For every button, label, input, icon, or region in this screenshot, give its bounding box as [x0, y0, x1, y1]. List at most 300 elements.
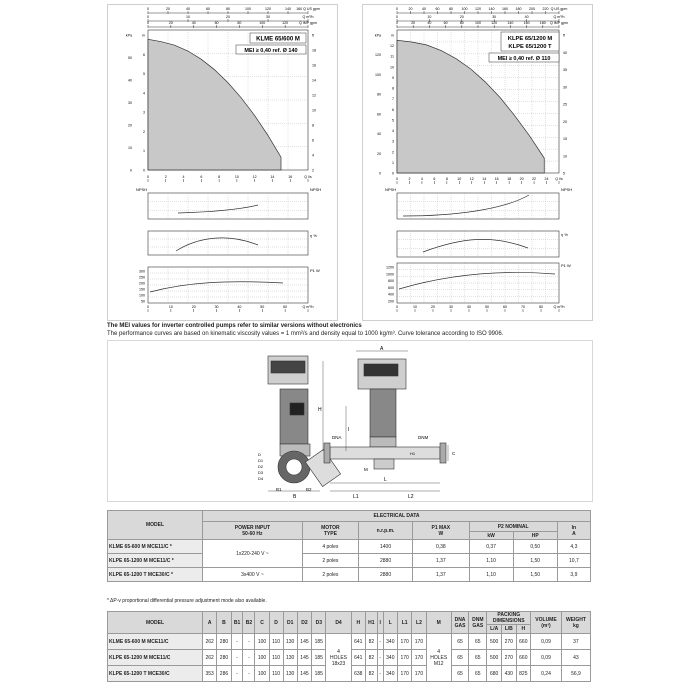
- col-power-input: POWER INPUT 50-60 Hz: [203, 522, 303, 540]
- left-usgpm-label: 120: [265, 7, 271, 11]
- dim-cell-dna: 65: [451, 666, 468, 682]
- electrical-footnote: * ΔP-v proportional differential pressure adjustment mode also available.: [107, 598, 267, 604]
- dim-row-model: KLME 65-600 M MCE11/C: [108, 634, 203, 650]
- table-row: [108, 568, 591, 582]
- dim-cell-d1: 130: [283, 634, 297, 650]
- left-ft-label: 12: [312, 93, 316, 98]
- col-model: MODEL: [108, 511, 203, 540]
- dim-cell-volume: 0,09: [531, 634, 562, 650]
- dim-cell-ph: 660: [516, 650, 531, 666]
- left-eff-grid: [148, 231, 308, 255]
- row-in: 4,3: [557, 540, 590, 554]
- left-m3h-label: 10: [186, 15, 190, 19]
- right-ls-label: 22: [532, 177, 537, 181]
- left-npsh-curve: [178, 205, 258, 213]
- dim-cell-m-shared: 4 HOLES M12: [426, 634, 451, 682]
- right-npsh-grid: [397, 193, 559, 219]
- right-usgpm-label: 160: [502, 7, 508, 11]
- dim-label-b2: B2: [306, 487, 312, 492]
- right-kpa-label: 0: [379, 171, 381, 176]
- right-usgpm-label: 80: [449, 7, 453, 11]
- left-imp-label: 80: [237, 21, 242, 25]
- left-imp-label: 60: [214, 21, 219, 25]
- dcol-lb: L/B: [501, 625, 516, 634]
- right-ft-label: 15: [563, 137, 567, 141]
- left-model-label: KLME 65/600 M: [256, 36, 300, 43]
- right-bottom-label: 10: [413, 305, 417, 309]
- right-ft-label: 40: [563, 50, 567, 55]
- electrical-data-table: [107, 510, 591, 582]
- left-m3h-label: 20: [226, 15, 230, 19]
- left-usgpm-label: 60: [206, 7, 210, 11]
- right-npsh-curve: [403, 195, 529, 216]
- right-power-tick: 800: [388, 279, 394, 284]
- electrical-title: ELECTRICAL DATA: [203, 511, 591, 522]
- left-power-label: P1 W: [310, 268, 320, 273]
- mei-note: The MEI values for inverter controlled pumps refer to similar versions without electronics: [107, 323, 362, 329]
- dim-label-i: I: [348, 427, 350, 433]
- dim-cell-d2: 145: [297, 634, 311, 650]
- dim-cell-d3: 185: [312, 666, 326, 682]
- left-bottom-label: 50: [260, 305, 265, 309]
- dcol-h: H: [351, 612, 365, 634]
- left-npsh-right-label: NPSH: [310, 187, 322, 192]
- right-imp-label: 140: [507, 21, 514, 25]
- dim-label-d3: D3: [258, 470, 264, 475]
- dim-cell-ph: 825: [516, 666, 531, 682]
- right-ls-label: 24: [544, 177, 549, 181]
- left-m3h-label: 30: [266, 15, 270, 19]
- row-p1: 0,38: [413, 540, 469, 554]
- dim-cell-d4-shared: 4 HOLES 18x23: [326, 634, 351, 682]
- dcol-d: D: [269, 612, 283, 634]
- right-bottom-label: 70: [521, 305, 525, 309]
- row-p1: 1,37: [413, 568, 469, 582]
- left-m3h-label: Q m³/h: [302, 15, 314, 19]
- dcol-packing: PACKING DIMENSIONS: [487, 612, 531, 625]
- row-model: KLPE 65-1200 M MCE11/C *: [108, 554, 203, 568]
- right-ft-label: 25: [563, 102, 567, 107]
- right-usgpm-label: 140: [488, 7, 495, 11]
- right-kpa-label: 20: [377, 151, 381, 156]
- dim-cell-d: 110: [269, 666, 283, 682]
- left-npsh-left-label: NPSH: [136, 187, 148, 192]
- left-performance-chart: [108, 5, 337, 320]
- right-bottom-label: 60: [503, 305, 507, 309]
- right-power-tick: 400: [388, 292, 394, 297]
- right-ls-label: 4: [420, 177, 423, 181]
- dim-cell-lb: 270: [501, 634, 516, 650]
- dim-cell-a: 262: [203, 634, 217, 650]
- right-imp-label: 180: [539, 21, 546, 25]
- dim-cell-dna: 65: [451, 650, 468, 666]
- right-model-label-1: KLPE 65/1200 M: [507, 36, 553, 42]
- left-imp-label: 120: [282, 21, 289, 25]
- dim-cell-b2: -: [243, 634, 255, 650]
- left-npsh-grid: [148, 193, 308, 219]
- left-kpa-label: 30: [128, 101, 132, 105]
- row-power: 3x400 V ~: [203, 568, 303, 582]
- left-ft-label: 16: [312, 63, 316, 68]
- left-ft-label: 2: [312, 168, 314, 173]
- dim-cell-h1: 82: [365, 666, 377, 682]
- dim-cell-b: 286: [217, 666, 231, 682]
- left-imp-label: 40: [191, 21, 196, 25]
- left-bottom-label: 20: [191, 305, 196, 309]
- right-usgpm-label: Q US gpm: [550, 7, 568, 11]
- right-usgpm-label: 40: [422, 7, 426, 11]
- dim-cell-l1: 170: [397, 634, 411, 650]
- right-usgpm-label: 220: [542, 7, 549, 11]
- right-npsh-left-label: NPSH: [385, 187, 397, 192]
- right-kpa-label: 80: [377, 92, 381, 97]
- left-m-label: 6: [143, 52, 145, 57]
- right-m-label: 5: [392, 118, 394, 123]
- right-imp-label: 120: [491, 21, 498, 25]
- right-m-label: 8: [392, 86, 394, 91]
- dim-cell-b2: -: [243, 666, 255, 682]
- left-ft-label: 18: [312, 48, 316, 53]
- row-rpm: 2880: [358, 554, 412, 568]
- dim-cell-i: -: [377, 666, 383, 682]
- right-ls-label: 16: [494, 177, 499, 181]
- dcol-a: A: [203, 612, 217, 634]
- dim-cell-b2: -: [243, 650, 255, 666]
- left-imp-label: 100: [259, 21, 266, 25]
- dcol-d3: D3: [312, 612, 326, 634]
- left-ft-label: 10: [312, 108, 316, 113]
- right-ft-label: ft: [563, 33, 565, 38]
- right-m-label: m: [391, 33, 394, 38]
- col-rpm: n.r.p.m.: [358, 522, 412, 540]
- right-npsh-right-label: NPSH: [561, 187, 573, 192]
- dim-cell-b: 280: [217, 650, 231, 666]
- left-ls-label: 0: [147, 175, 149, 179]
- row-in: 10,7: [557, 554, 590, 568]
- dcol-dnm: DNM GAS: [469, 612, 487, 634]
- dim-cell-l1: 170: [397, 666, 411, 682]
- dim-cell-volume: 0,09: [531, 650, 562, 666]
- right-m3h-label: 30: [492, 15, 497, 19]
- dim-cell-volume: 0,24: [531, 666, 562, 682]
- dcol-model: MODEL: [108, 612, 203, 634]
- right-m-label: 1: [392, 160, 394, 165]
- dim-cell-l2: 170: [412, 650, 426, 666]
- left-m-label: 0: [143, 168, 145, 173]
- row-in: 3,9: [557, 568, 590, 582]
- dim-cell-lb: 270: [501, 650, 516, 666]
- dim-cell-dna: 65: [451, 634, 468, 650]
- dim-label-h: H: [318, 407, 322, 413]
- left-ls-label: 2: [164, 175, 167, 179]
- col-kw: kW: [469, 532, 513, 540]
- dim-cell-d2: 145: [297, 666, 311, 682]
- dim-cell-i: -: [377, 634, 383, 650]
- dim-cell-la: 500: [487, 650, 502, 666]
- right-imp-label: Q IMP gpm: [549, 21, 569, 25]
- right-ft-label: 10: [563, 154, 567, 159]
- right-m3h-label: 0: [396, 15, 398, 19]
- left-efficiency-curve: [176, 238, 258, 251]
- left-ls-label: 6: [200, 175, 203, 179]
- table-row: [108, 634, 591, 650]
- left-power-tick: 50: [141, 299, 145, 304]
- right-imp-label: 160: [523, 21, 530, 25]
- right-kpa-label: 120: [375, 53, 381, 58]
- right-kpa-label: kPa: [374, 33, 381, 38]
- left-power-tick: 250: [139, 275, 145, 280]
- right-ls-label: 20: [519, 177, 524, 181]
- dim-cell-dnm: 65: [469, 666, 487, 682]
- left-m-label: m: [142, 33, 145, 38]
- right-ls-label: 2: [408, 177, 411, 181]
- right-m3h-label: 40: [524, 15, 529, 19]
- left-bottom-label: Q m³/h: [302, 305, 314, 309]
- pump-front-view: [268, 356, 341, 487]
- dcol-b1: B1: [231, 612, 243, 634]
- right-bottom-label: 20: [431, 305, 435, 309]
- table-row: [108, 540, 591, 554]
- dim-cell-d: 110: [269, 634, 283, 650]
- dim-cell-d2: 145: [297, 650, 311, 666]
- dim-cell-a: 353: [203, 666, 217, 682]
- dim-cell-c: 100: [255, 650, 269, 666]
- dim-cell-d3: 185: [312, 634, 326, 650]
- left-mei-label: MEI ≥ 0,40 ref. Ø 140: [244, 48, 298, 54]
- dim-row-model: KLPE 65-1200 T MCE30/C: [108, 666, 203, 682]
- dim-row-model: KLPE 65-1200 M MCE11/C: [108, 650, 203, 666]
- right-m-label: 6: [392, 107, 394, 112]
- row-rpm: 2880: [358, 568, 412, 582]
- right-m-label: 11: [390, 54, 394, 59]
- right-power-label: P1 W: [561, 263, 571, 268]
- right-imp-label: 100: [475, 21, 481, 25]
- right-chart-panel: [362, 4, 593, 321]
- right-power-tick: 1000: [386, 272, 394, 277]
- right-efficiency-curve: [423, 239, 528, 252]
- right-m3h-label: Q m³/h: [553, 15, 565, 19]
- dcol-m: M: [426, 612, 451, 634]
- left-power-tick: 200: [139, 281, 145, 286]
- left-ls-label: 14: [270, 175, 275, 179]
- right-ls-label: 8: [445, 177, 448, 181]
- dcol-l1: L1: [397, 612, 411, 634]
- right-imp-label: 0: [396, 21, 398, 25]
- right-m-label: 7: [392, 97, 394, 102]
- dim-cell-l2: 170: [412, 634, 426, 650]
- right-m3h-label: 10: [427, 15, 432, 19]
- left-ls-label: 8: [218, 175, 221, 179]
- left-ft-label: 8: [312, 123, 314, 128]
- right-usgpm-label: 0: [396, 7, 398, 11]
- right-usgpm-label: 200: [529, 7, 535, 11]
- dim-cell-d: 110: [269, 650, 283, 666]
- dcol-weight: WEIGHT kg: [561, 612, 590, 634]
- right-ft-label: 30: [563, 85, 567, 90]
- right-ls-label: 14: [482, 177, 487, 181]
- dim-cell-h: 638: [351, 666, 365, 682]
- dcol-ph: H: [516, 625, 531, 634]
- left-usgpm-label: 100: [245, 7, 251, 11]
- row-hp: 1,50: [513, 554, 557, 568]
- dcol-h1: H1: [365, 612, 377, 634]
- curve-note: The performance curves are based on kinematic viscosity values = 1 mm²/s and density equal to 1000 kg/m³. Curve tolerance according to ISO 9906.: [107, 331, 504, 337]
- dcol-l: L: [383, 612, 397, 634]
- dim-cell-c: 100: [255, 666, 269, 682]
- left-kpa-label: 40: [128, 78, 132, 83]
- dim-cell-dnm: 65: [469, 650, 487, 666]
- dcol-d1: D1: [283, 612, 297, 634]
- left-usgpm-label: 80: [226, 7, 230, 11]
- left-ft-label: 14: [312, 78, 316, 83]
- dim-label-dna: DNA: [332, 435, 342, 440]
- dim-cell-d1: 130: [283, 650, 297, 666]
- left-m-label: 5: [143, 72, 145, 77]
- right-ft-label: 5: [563, 171, 565, 176]
- dim-label-b1: B1: [276, 487, 282, 492]
- dim-cell-l: 340: [383, 634, 397, 650]
- row-motor: 2 poles: [302, 554, 358, 568]
- right-bottom-label: 50: [485, 305, 489, 309]
- left-usgpm-label: 0: [147, 7, 149, 11]
- left-imp-label: Q IMP gpm: [298, 21, 318, 25]
- dim-cell-d3: 185: [312, 650, 326, 666]
- technical-drawing-panel: [107, 340, 593, 502]
- right-ft-label: 20: [563, 119, 567, 124]
- right-ft-label: 35: [563, 68, 567, 72]
- left-bottom-label: 30: [214, 305, 219, 309]
- dim-cell-lb: 430: [501, 666, 516, 682]
- row-model: KLME 65-600 M MCE11/C *: [108, 540, 203, 554]
- dim-label-a: A: [380, 346, 384, 352]
- col-motor-type: MOTOR TYPE: [302, 522, 358, 540]
- dim-cell-h1: 82: [365, 634, 377, 650]
- left-usgpm-label: 140: [285, 7, 291, 11]
- row-motor: 2 poles: [302, 568, 358, 582]
- right-m-label: 10: [390, 65, 394, 70]
- right-bottom-label: 30: [449, 305, 453, 309]
- dim-label-d1: D1: [258, 458, 264, 463]
- dcol-c: C: [255, 612, 269, 634]
- left-power-curve: [150, 282, 283, 292]
- right-m-label: 2: [392, 150, 394, 155]
- row-kw: 0,37: [469, 540, 513, 554]
- right-imp-label: 80: [459, 21, 464, 25]
- dim-cell-ph: 660: [516, 634, 531, 650]
- right-kpa-label: 60: [377, 112, 381, 117]
- row-model: KLPE 65-1200 T MCE30/C *: [108, 568, 203, 582]
- dim-cell-a: 262: [203, 650, 217, 666]
- dim-label-m: M: [364, 467, 368, 472]
- dim-label-dnm: DNM: [418, 435, 429, 440]
- left-usgpm-label: 20: [166, 7, 170, 11]
- left-chart-panel: [107, 4, 338, 321]
- left-power-tick: 150: [139, 287, 145, 292]
- dim-cell-i: -: [377, 650, 383, 666]
- right-imp-label: 20: [411, 21, 416, 25]
- dcol-l2: L2: [412, 612, 426, 634]
- col-p1max: P1 MAX W: [413, 522, 469, 540]
- pump-side-view: [324, 359, 446, 469]
- dim-cell-l1: 170: [397, 650, 411, 666]
- right-x-axis-ls: [396, 177, 563, 184]
- left-bottom-label: 60: [283, 305, 288, 309]
- dim-label-c: C: [452, 451, 456, 456]
- dim-cell-c: 100: [255, 634, 269, 650]
- left-m-label: 3: [143, 110, 145, 115]
- row-kw: 1,10: [469, 554, 513, 568]
- left-power-ticks: [139, 270, 145, 304]
- dim-cell-weight: 56,9: [561, 666, 590, 682]
- right-ls-label: 18: [507, 177, 512, 181]
- left-m-label: 4: [143, 91, 145, 96]
- notes-block: [107, 322, 597, 338]
- left-bottom-label: 10: [168, 305, 173, 309]
- left-imp-label: 0: [147, 21, 149, 25]
- left-m-label: 1: [143, 149, 145, 154]
- dcol-i: I: [377, 612, 383, 634]
- left-m-label: 2: [143, 129, 145, 134]
- right-power-tick: 1200: [386, 265, 394, 270]
- right-imp-label: 60: [443, 21, 448, 25]
- left-ft-label: ft: [312, 33, 314, 38]
- right-usgpm-label: 180: [515, 7, 522, 11]
- right-m-label: 4: [392, 129, 394, 134]
- left-bottom-axis: [147, 305, 313, 312]
- dim-cell-b1: -: [231, 666, 243, 682]
- right-eff-label: η %: [561, 232, 568, 237]
- left-kpa-label: 50: [128, 56, 132, 60]
- left-kpa-label: kPa: [125, 33, 132, 38]
- left-kpa-label: 10: [128, 146, 132, 150]
- dim-cell-weight: 37: [561, 634, 590, 650]
- right-kpa-label: 40: [377, 132, 381, 137]
- right-ls-label: 0: [396, 177, 398, 181]
- left-ls-label: 16: [288, 175, 293, 179]
- left-ls-label: 4: [182, 175, 185, 179]
- dim-label-d: D: [258, 452, 261, 457]
- right-ls-label: Q l/s: [555, 177, 563, 181]
- right-bottom-axis: [396, 305, 564, 312]
- right-mei-label: MEI ≥ 0,40 ref. Ø 110: [497, 56, 551, 62]
- dim-label-l2: L2: [408, 494, 414, 500]
- dim-label-h1: H1: [410, 451, 416, 456]
- left-bottom-label: 0: [147, 305, 149, 309]
- right-model-label-2: KLPE 65/1200 T: [508, 44, 552, 50]
- dcol-d2: D2: [297, 612, 311, 634]
- left-kpa-label: 20: [128, 123, 132, 128]
- left-power-tick: 100: [139, 293, 145, 298]
- right-m-label: 0: [392, 171, 394, 176]
- dcol-la: L/A: [487, 625, 502, 634]
- right-ls-label: 12: [469, 177, 474, 181]
- dim-label-l: L: [384, 477, 387, 483]
- right-bottom-label: 0: [396, 305, 398, 309]
- dim-label-b: B: [293, 494, 297, 500]
- left-usgpm-label: 160 Q US gpm: [296, 7, 320, 11]
- dcol-dna: DNA GAS: [451, 612, 468, 634]
- left-ls-label: Q l/s: [304, 175, 312, 179]
- row-power: 1x220-240 V ~: [203, 540, 303, 568]
- dim-cell-h1: 82: [365, 650, 377, 666]
- right-eff-grid: [397, 231, 559, 257]
- right-bottom-label: 80: [539, 305, 543, 309]
- dim-cell-d1: 130: [283, 666, 297, 682]
- dim-cell-b: 280: [217, 634, 231, 650]
- left-x-axis-ls: [147, 175, 312, 182]
- row-kw: 1,10: [469, 568, 513, 582]
- right-m-label: 12: [390, 44, 394, 49]
